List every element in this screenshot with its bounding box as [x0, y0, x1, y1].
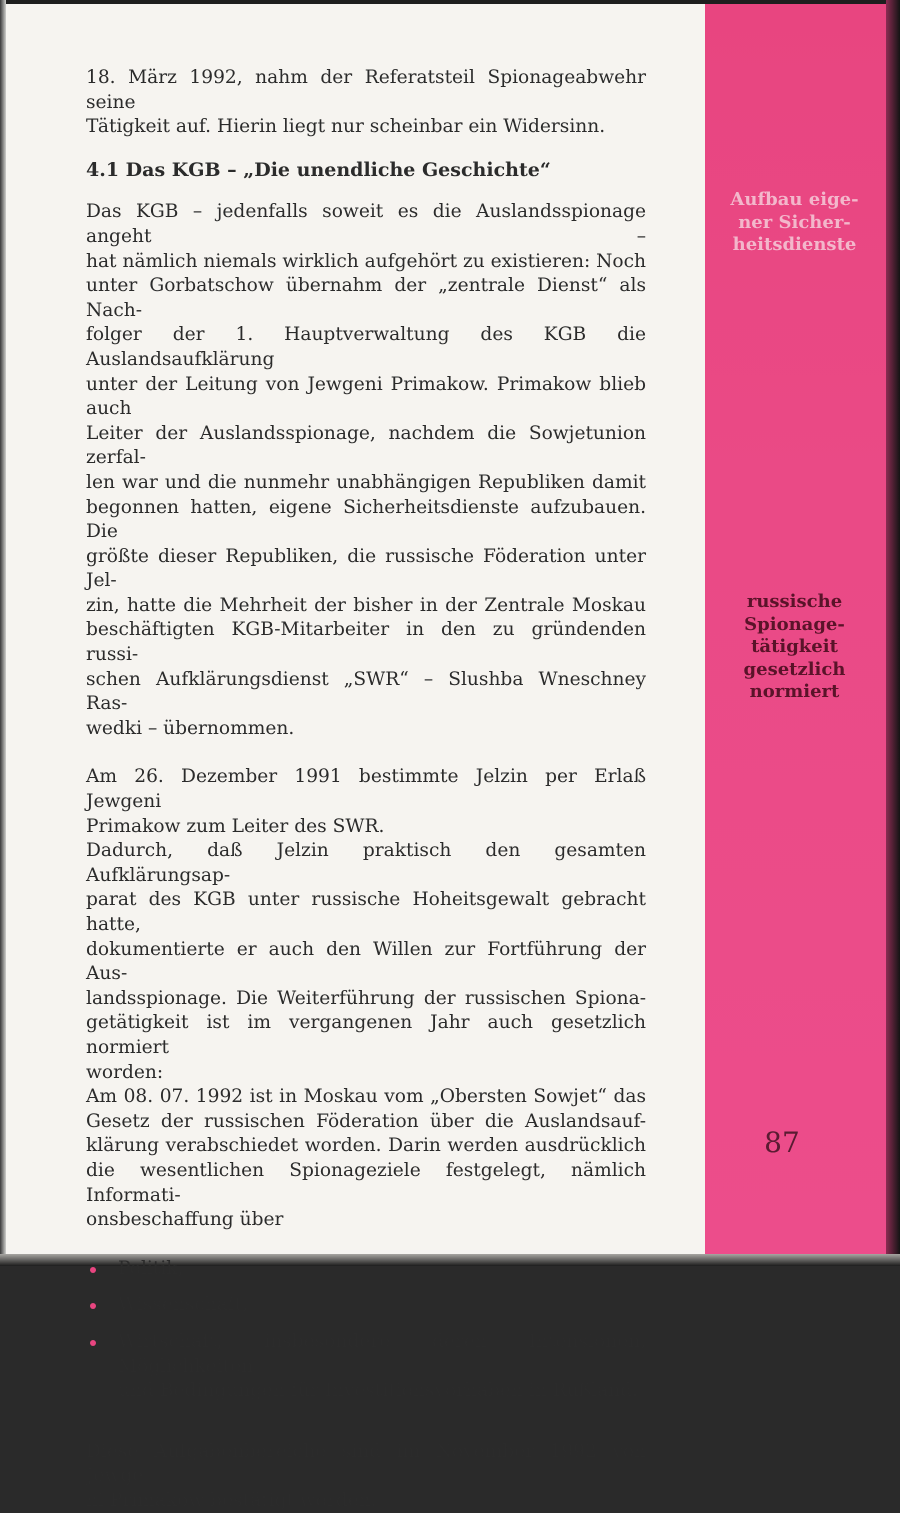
margin-note-line: tätigkeit — [751, 636, 838, 657]
bullet-dot-icon — [90, 1303, 96, 1309]
text-line: beschäftigten KGB-Mitarbeiter in den zu gründenden russi- — [86, 619, 646, 666]
text-line: begonnen hatten, eigene Sicherheitsdienste aufzubauen. Die — [86, 496, 646, 543]
text-line: landsspionage. Die Weiterführung der russischen Spiona- — [86, 987, 646, 1009]
paragraph-gap — [86, 1416, 646, 1440]
bullet-dot-icon — [90, 1267, 96, 1273]
text-line: Am 08. 07. 1992 ist in Moskau vom „Obersten Sowjet“ das — [86, 1086, 646, 1108]
text-line: len war und die nunmehr unabhängigen Republiken damit — [86, 471, 646, 493]
text-line: Gesetz der russischen Föderation über die Auslandsauf- — [86, 1110, 646, 1132]
list-item-text: Politik, — [118, 1257, 184, 1279]
list-item — [86, 1330, 646, 1404]
margin-note-spionagetaetigkeit — [712, 591, 877, 704]
paragraph-gap — [86, 1233, 646, 1257]
text-line: ni Primakow bestätigt worden. — [86, 1489, 377, 1511]
text-line: parat des KGB unter russische Hoheitsgewalt gebracht hatte, — [86, 889, 646, 935]
margin-note-line: russische — [746, 591, 843, 612]
margin-note-line: Spionage- — [744, 613, 845, 635]
margin-note-line: Aufbau eige- — [730, 189, 859, 210]
list-item-text: und Bedingungen für Investitionsvorhaben in Rußland. — [118, 1380, 638, 1402]
text-line: hat nämlich niemals wirklich aufgehört zu existieren: Noch — [86, 250, 646, 272]
list-item-text: Wirtschaft, insbesondere deren Intensionen, Möglichkeiten — [118, 1330, 646, 1377]
margin-note-line: gesetzlich — [743, 658, 846, 680]
list-item-text: Wissenschaft, — [118, 1294, 249, 1316]
text-line: unter Gorbatschow übernahm der „zentrale Dienst“ als Nach- — [86, 275, 646, 321]
paragraph-fortfuehrung — [86, 839, 646, 1085]
intro-line: 18. März 1992, nahm der Referatsteil Spionageabwehr seine — [86, 67, 646, 113]
text-line: schen Aufklärungsdienst „SWR“ – Slushba Wneschney Ras- — [86, 668, 646, 715]
text-line: unter der Leitung von Jewgeni Primakow. Primakow blieb auch — [86, 373, 646, 420]
text-line: klärung verabschiedet worden. Darin werden ausdrücklich — [86, 1135, 646, 1157]
text-line: getätigkeit ist im vergangenen Jahr auch gesetzlich normiert — [86, 1012, 646, 1058]
text-line: die wesentlichen Spionageziele festgelegt, nämlich Informati- — [86, 1159, 646, 1206]
scan-edge-left — [0, 0, 6, 1266]
text-line: Leiter der Auslandsspionage, nachdem die Sowjetunion zerfal- — [86, 422, 646, 469]
paragraph-gap — [86, 741, 646, 765]
text-line: zin, hatte die Mehrheit der bisher in der Zentrale Moskau — [86, 594, 646, 616]
text-line: worden: — [86, 1061, 164, 1083]
margin-note-line: normiert — [749, 681, 840, 702]
text-line: onsbeschaffung über — [86, 1209, 284, 1231]
text-line: Dadurch, daß Jelzin praktisch den gesamten Aufklärungsap- — [86, 840, 646, 886]
text-line: folger der 1. Hauptverwaltung des KGB die Auslandsaufklärung — [86, 324, 646, 370]
text-line: Am 26. Dezember 1991 bestimmte Jelzin per Erlaß Jewgeni — [86, 766, 646, 813]
text-line: dokumentierte er auch den Willen zur Fortführung der Aus- — [86, 938, 646, 985]
text-line: wedki – übernommen. — [86, 717, 295, 739]
list-item — [86, 1257, 646, 1282]
bullet-dot-icon — [90, 1340, 96, 1346]
text-line: größte dieser Republiken, die russische Föderation unter Jel- — [86, 545, 646, 592]
paragraph-erlass — [86, 765, 646, 839]
margin-note-line: ner Sicher- — [738, 211, 851, 233]
spionageziele-list — [86, 1257, 646, 1404]
margin-note-sicherheitsdienste — [712, 189, 877, 257]
intro-line: Tätigkeit auf. Hierin liegt nur scheinbar ein Widersinn. — [86, 116, 606, 138]
scan-edge-right — [886, 0, 900, 1266]
page-number: 87 — [764, 1126, 800, 1159]
text-line: Primakow zum Leiter des SWR. — [86, 815, 385, 837]
main-text-column — [86, 66, 646, 1513]
section-heading: 4.1 Das KGB – „Die unendliche Geschichte“ — [86, 158, 551, 181]
list-item — [86, 1293, 646, 1318]
paragraph-kgb — [86, 200, 646, 741]
paragraph-gesetz — [86, 1085, 646, 1233]
text-line: Das KGB – jedenfalls soweit es die Auslandsspionage angeht – — [86, 201, 646, 247]
paragraph-bestaetigt — [86, 1440, 646, 1513]
text-line: Diese Aufgabenbereiche sind im November 1992 von Jewge- — [86, 1440, 646, 1487]
margin-note-line: heitsdienste — [732, 234, 857, 255]
